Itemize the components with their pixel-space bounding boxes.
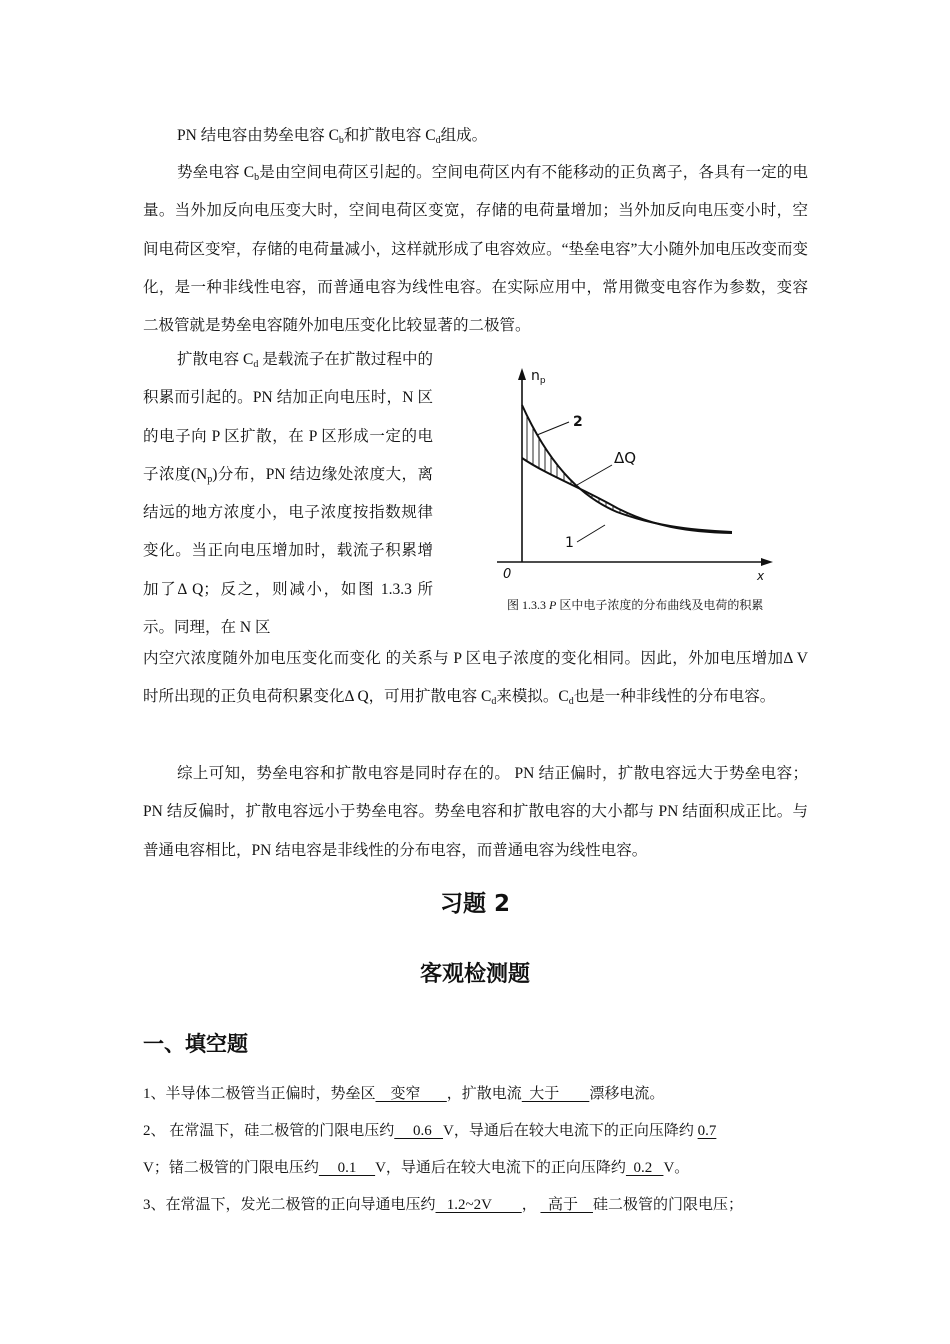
delta-q-hatching	[527, 400, 683, 540]
question-text: V，导通后在较大电流下的正向压降约	[375, 1160, 626, 1176]
question-2-line-2	[143, 1150, 813, 1186]
question-text: ，扩散电流	[446, 1086, 522, 1102]
subscript: d	[568, 696, 574, 708]
question-1	[143, 1076, 813, 1112]
caption-text: 区中电子浓度的分布曲线及电荷的积累	[556, 598, 764, 612]
question-text: 2、 在常温下，硅二极管的门限电压约	[143, 1123, 395, 1139]
text: 内空穴浓度随外加电压变化而变化 的关系与 P 区电子浓度的变化相同。因此，外加电压增加Δ V 时所出现的正负电荷积累变化Δ Q，可用扩散电容 C	[143, 650, 808, 706]
y-axis-arrow	[518, 368, 526, 380]
question-3	[143, 1187, 813, 1223]
text: 也是一种非线性的分布电容。	[573, 688, 776, 706]
answer-blank: 0.7	[697, 1123, 717, 1139]
text: 是由空间电荷区引起的。空间电荷区内有不能移动的正负离子，各具有一定的电量。当外加反向电压变大时，空间电荷区变宽，存储的电荷量增加；当外加反向电压变小时，空间电荷区变窄，存储的电荷量减小，这样就形成了电容效应。“垫垒电容”大小随外加电压改变而变化，是一种非线性电容，而普通电容为线性电容。在实际应用中，常用微变电容作为参数，变容二极管就是势垒电容随外加电压变化比较显著的二极管。	[143, 164, 808, 335]
delta-q-label: ΔQ	[614, 449, 637, 467]
subscript: b	[254, 172, 260, 183]
answer-blank: 大于	[521, 1086, 590, 1102]
answer-blank: 高于	[540, 1197, 593, 1213]
curve-2-label: 2	[573, 414, 583, 430]
question-text: V，导通后在较大电流下的正向压降约	[443, 1123, 698, 1139]
text: )分布，PN 结边缘处浓度大，离结远的地方浓度小，电子浓度按指数规律变化。当正向电压增加时，载流子积累增加了Δ Q；反之，则减小，如图 1.3.3 所示。同理，在 N 区	[143, 465, 434, 637]
text: PN 结电容由势垒电容 C	[177, 127, 339, 144]
question-text: V。	[663, 1160, 690, 1176]
subscript: p	[207, 473, 213, 485]
answer-blank: 0.1	[318, 1160, 376, 1176]
x-axis-arrow	[761, 558, 773, 566]
x-axis-label: x	[757, 569, 765, 583]
paragraph-hole-concentration	[143, 640, 808, 717]
subscript: d	[253, 359, 259, 370]
objective-title: 客观检测题	[419, 962, 530, 987]
figure-caption	[507, 596, 837, 613]
answer-blank: 1.2~2V	[435, 1197, 522, 1213]
question-text: 1、半导体二极管当正偏时，势垒区	[143, 1086, 376, 1102]
delta-q-leader	[577, 465, 612, 485]
y-axis-label: $n_p$	[531, 368, 546, 386]
label-2-leader	[537, 422, 569, 435]
answer-blank: 0.2	[625, 1160, 664, 1176]
answer-blank: 变窄	[375, 1086, 447, 1102]
question-text: 漂移电流。	[589, 1086, 665, 1102]
curve-1	[522, 458, 732, 533]
text: 组成。	[440, 127, 488, 144]
text: 来模拟。C	[496, 688, 569, 706]
origin-label: 0	[503, 567, 512, 582]
concentration-curve-diagram	[487, 360, 817, 600]
text: 是载流子在扩散过程中的积累而引起的。PN 结加正向电压时，N 区的电子向 P 区扩散，在 P 区形成一定的电子浓度(N	[143, 351, 433, 483]
paragraph-diffusion-capacitance	[143, 341, 433, 647]
question-text: ，	[521, 1197, 541, 1213]
question-text: V；锗二极管的门限电压约	[143, 1160, 319, 1176]
subscript: d	[491, 696, 497, 708]
exercise-title: 习题 2	[439, 891, 510, 917]
label-1-leader	[577, 525, 605, 542]
subscript: b	[338, 135, 344, 146]
text: 扩散电容 C	[177, 351, 254, 368]
question-text: 硅二极管的门限电压；	[592, 1197, 743, 1213]
text: 势垒电容 C	[177, 164, 255, 181]
question-2-line-1	[143, 1113, 813, 1149]
caption-italic: P	[549, 598, 557, 612]
electron-concentration-figure	[487, 360, 817, 620]
question-text: 3、在常温下，发光二极管的正向导通电压约	[143, 1197, 436, 1213]
paragraph-summary: 综上可知，势垒电容和扩散电容是同时存在的。 PN 结正偏时，扩散电容远大于势垒电容；PN 结反偏时，扩散电容远小于势垒电容。势垒电容和扩散电容的大小都与 PN 结面积成正比。与普通电容相比，PN 结电容是非线性的分布电容，而普通电容为线性电容。	[143, 765, 808, 859]
text: 和扩散电容 C	[343, 127, 436, 144]
answer-blank: 0.6	[394, 1123, 444, 1139]
paragraph-pn-capacitance-intro	[143, 117, 808, 155]
subscript: d	[435, 135, 441, 146]
paragraph-barrier-capacitance	[143, 154, 808, 345]
caption-text: 图 1.3.3	[507, 598, 550, 612]
section-fill-in-blank: 一、填空题	[143, 1032, 248, 1056]
curve-1-label: 1	[565, 535, 574, 551]
